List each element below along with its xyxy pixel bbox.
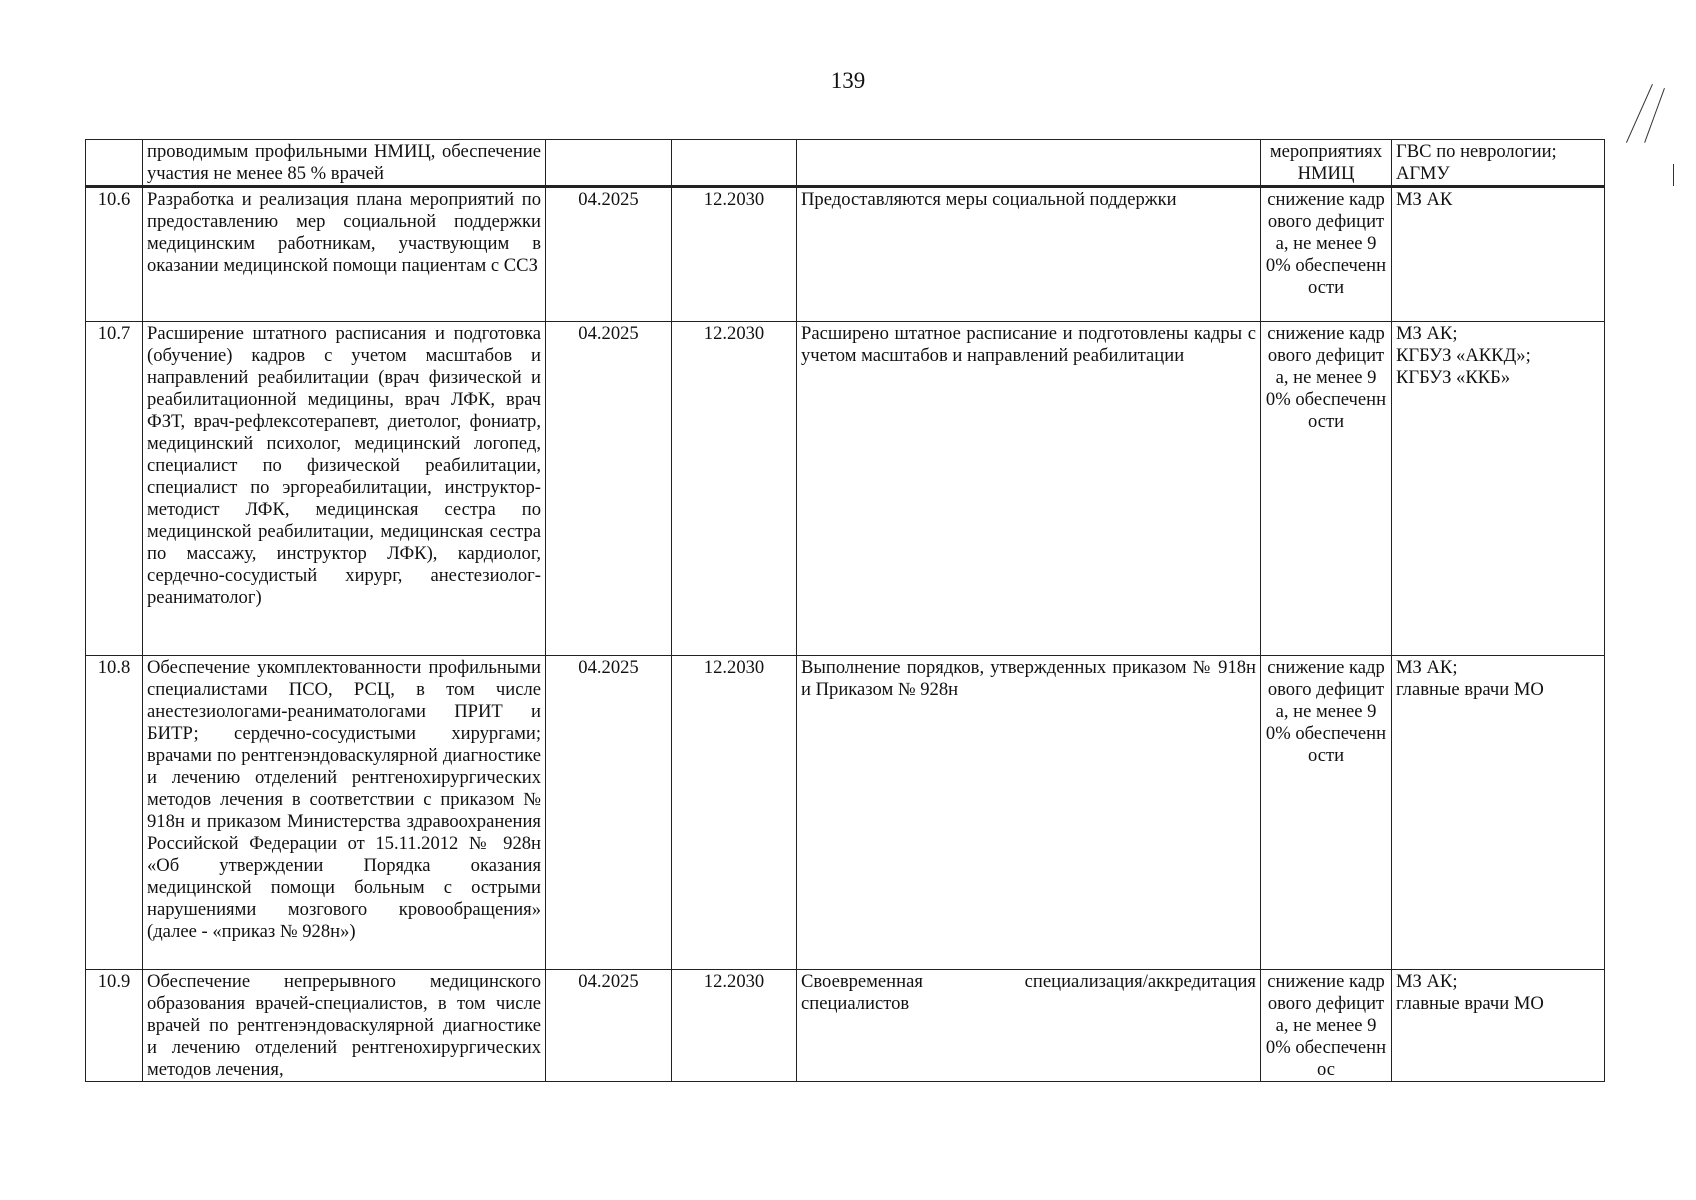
row-start-date <box>546 140 672 187</box>
action-plan-table <box>85 139 1605 1082</box>
row-description: проводимым профильными НМИЦ, обеспечение участия не менее 85 % врачей <box>143 140 546 187</box>
row-result <box>797 140 1261 187</box>
row-number: 10.7 <box>86 322 143 656</box>
row-result: Предоставляются меры социальной поддержки <box>797 187 1261 322</box>
row-indicator: снижение кадрового дефицита, не менее 90% обеспеченности <box>1261 322 1392 656</box>
row-indicator: снижение кадрового дефицита, не менее 90% обеспеченнос <box>1261 970 1392 1082</box>
row-indicator: мероприятиях НМИЦ <box>1261 140 1392 187</box>
row-result: Своевременная специализация/аккредитация специалистов <box>797 970 1261 1082</box>
responsible-entry: МЗ АК; <box>1396 971 1458 992</box>
row-indicator: снижение кадрового дефицита, не менее 90% обеспеченности <box>1261 656 1392 970</box>
row-responsible <box>1392 140 1605 187</box>
row-number: 10.8 <box>86 656 143 970</box>
row-number <box>86 140 143 187</box>
table-row <box>86 970 1605 1082</box>
table-row <box>86 322 1605 656</box>
row-end-date: 12.2030 <box>672 322 797 656</box>
row-number: 10.9 <box>86 970 143 1082</box>
responsible-entry: КГБУЗ «АККД»; <box>1396 345 1531 366</box>
row-start-date: 04.2025 <box>546 322 672 656</box>
responsible-entry: МЗ АК <box>1396 189 1453 210</box>
responsible-entry: ГВС по неврологии; <box>1396 141 1557 162</box>
row-responsible <box>1392 970 1605 1082</box>
responsible-entry: главные врачи МО <box>1396 993 1544 1014</box>
row-responsible <box>1392 322 1605 656</box>
row-responsible <box>1392 187 1605 322</box>
responsible-entry: главные врачи МО <box>1396 679 1544 700</box>
row-end-date <box>672 140 797 187</box>
row-description: Обеспечение непрерывного медицинского образования врачей-специалистов, в том числе врачей по рентгенэндоваскулярной диагностике и лечению отделений рентгенохирургических методов лечения, <box>143 970 546 1082</box>
page-number: 139 <box>830 68 866 93</box>
row-number: 10.6 <box>86 187 143 322</box>
row-end-date: 12.2030 <box>672 656 797 970</box>
row-start-date: 04.2025 <box>546 187 672 322</box>
table-row <box>86 187 1605 322</box>
row-responsible <box>1392 656 1605 970</box>
responsible-entry: КГБУЗ «ККБ» <box>1396 367 1511 388</box>
row-start-date: 04.2025 <box>546 656 672 970</box>
table-row <box>86 656 1605 970</box>
table-row <box>86 140 1605 187</box>
row-description: Расширение штатного расписания и подготовка (обучение) кадров с учетом масштабов и направлений реабилитации (врач физической и реабилитационной медицины, врач ЛФК, врач ФЗТ, врач-рефлексотерапевт, диетолог, фониатр, медицинский психолог, медицинский логопед, специалист по физической реабилитации, специалист по эргореабилитации, инструктор-методист ЛФК, медицинская сестра по медицинской реабилитации, медицинская сестра по массажу, инструктор ЛФК), кардиолог, сердечно-сосудистый хирург, анестезиолог-реаниматолог) <box>143 322 546 656</box>
row-start-date: 04.2025 <box>546 970 672 1082</box>
row-description: Обеспечение укомплектованности профильными специалистами ПСО, РСЦ, в том числе анестезиологами-реаниматологами ПРИТ и БИТР; сердечно-сосудистыми хирургами; врачами по рентгенэндоваскулярной диагностике и лечению отделений рентгенохирургических методов лечения в соответствии с приказом № 918н и приказом Министерства здравоохранения Российской Федерации от 15.11.2012 № 928н «Об утверждении Порядка оказания медицинской помощи больным с острыми нарушениями мозгового кровообращения» (далее - «приказ № 928н») <box>143 656 546 970</box>
handwritten-mark <box>1673 164 1674 186</box>
row-result: Выполнение порядков, утвержденных приказом № 918н и Приказом № 928н <box>797 656 1261 970</box>
row-indicator: снижение кадрового дефицита, не менее 90% обеспеченности <box>1261 187 1392 322</box>
responsible-entry: МЗ АК; <box>1396 323 1458 344</box>
row-description: Разработка и реализация плана мероприятий по предоставлению мер социальной поддержки медицинским работникам, участвующим в оказании медицинской помощи пациентам с ССЗ <box>143 187 546 322</box>
row-result: Расширено штатное расписание и подготовлены кадры с учетом масштабов и направлений реабилитации <box>797 322 1261 656</box>
responsible-entry: АГМУ <box>1396 163 1450 184</box>
row-end-date: 12.2030 <box>672 187 797 322</box>
row-end-date: 12.2030 <box>672 970 797 1082</box>
responsible-entry: МЗ АК; <box>1396 657 1458 678</box>
